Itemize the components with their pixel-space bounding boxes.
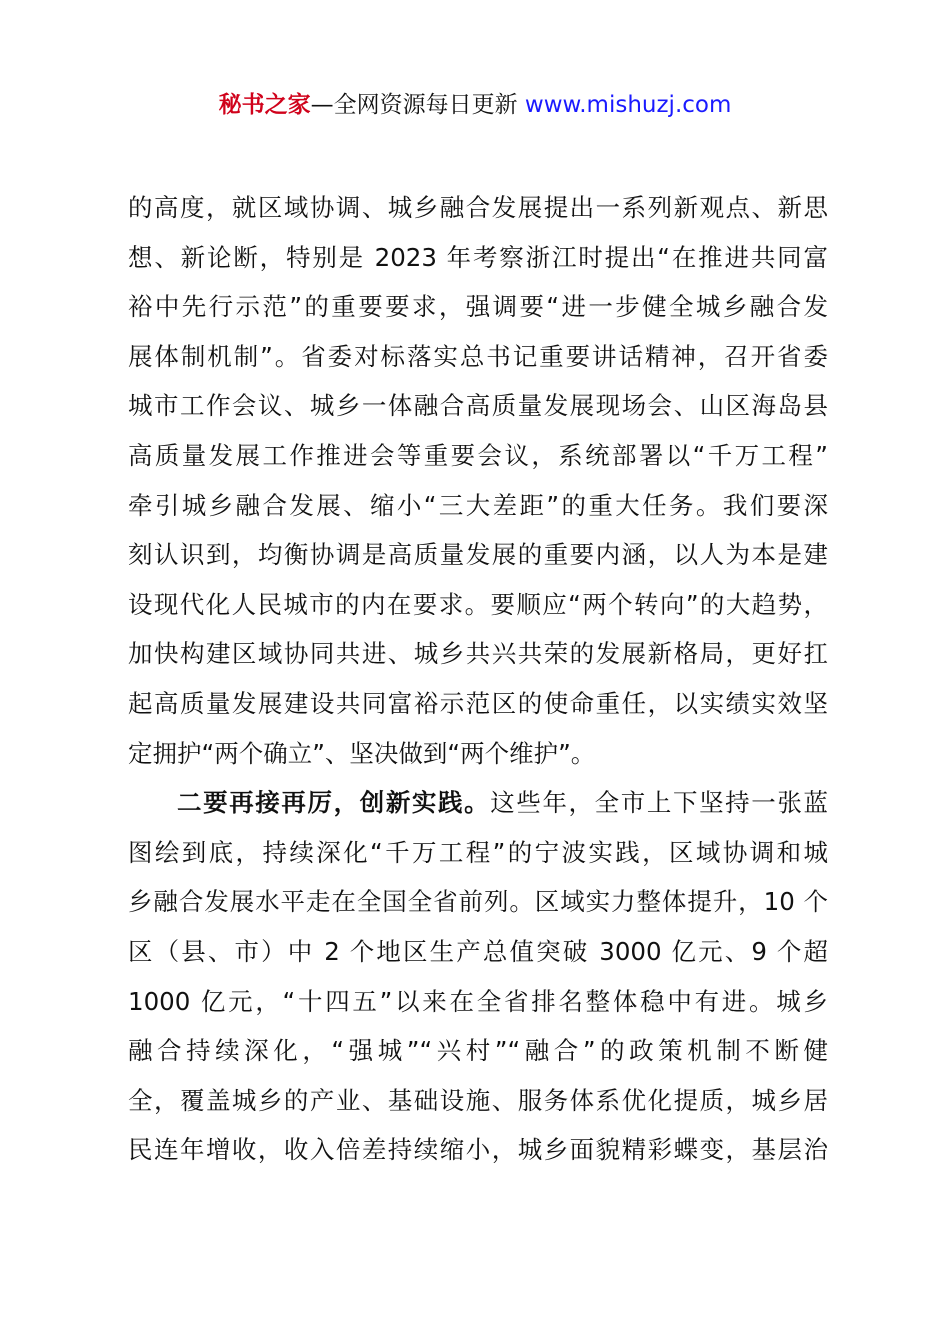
text-line: 加快构建区域协同共进、城乡共兴共荣的发展新格局，更好扛 [128,639,828,669]
text-line: 全，覆盖城乡的产业、基础设施、服务体系优化提质，城乡居 [128,1085,828,1115]
paragraph-2 [128,778,828,1175]
section-heading: 二要再接再厉，创新实践。 [177,788,491,818]
text-line: 展体制机制”。省委对标落实总书记重要讲话精神，召开省委 [128,341,828,371]
document-body [128,183,828,1175]
text-line: 乡融合发展水平走在全国全省前列。区域实力整体提升，10 个 [128,887,828,917]
text-line: 裕中先行示范”的重要要求，强调要“进一步健全城乡融合发 [128,292,828,322]
text-line: 1000 亿元，“十四五”以来在全省排名整体稳中有进。城乡 [128,986,828,1016]
brand-name: 秘书之家 [218,92,311,118]
text-line: 高质量发展工作推进会等重要会议，系统部署以“千万工程” [128,440,828,470]
text-line: 刻认识到，均衡协调是高质量发展的重要内涵，以人为本是建 [128,540,828,570]
site-url-link[interactable]: www.mishuzj.com [524,92,732,118]
text-line: 设现代化人民城市的内在要求。要顺应“两个转向”的大趋势， [128,589,828,619]
text-line: 民连年增收，收入倍差持续缩小，城乡面貌精彩蝶变，基层治 [128,1135,828,1165]
paragraph-2-first-line [128,778,828,828]
paragraph-1 [128,183,828,778]
text-line: 区（县、市）中 2 个地区生产总值突破 3000 亿元、9 个超 [128,936,828,966]
text-line: 想、新论断，特别是 2023 年考察浙江时提出“在推进共同富 [128,242,828,272]
text-line: 起高质量发展建设共同富裕示范区的使命重任，以实绩实效坚 [128,688,828,718]
text-line: 融合持续深化，“强城”“兴村”“融合”的政策机制不断健 [128,1036,828,1066]
text-run: 这些年，全市上下坚持一张蓝 [490,788,828,818]
text-line: 图绘到底，持续深化“千万工程”的宁波实践，区域协调和城 [128,837,828,867]
site-header [0,88,950,122]
text-line: 城市工作会议、城乡一体融合高质量发展现场会、山区海岛县 [128,391,828,421]
text-line: 牵引城乡融合发展、缩小“三大差距”的重大任务。我们要深 [128,490,828,520]
text-line: 的高度，就区域协调、城乡融合发展提出一系列新观点、新思 [128,193,828,222]
text-line: 定拥护“两个确立”、坚决做到“两个维护”。 [128,738,596,768]
header-slogan: —全网资源每日更新 [310,92,525,118]
